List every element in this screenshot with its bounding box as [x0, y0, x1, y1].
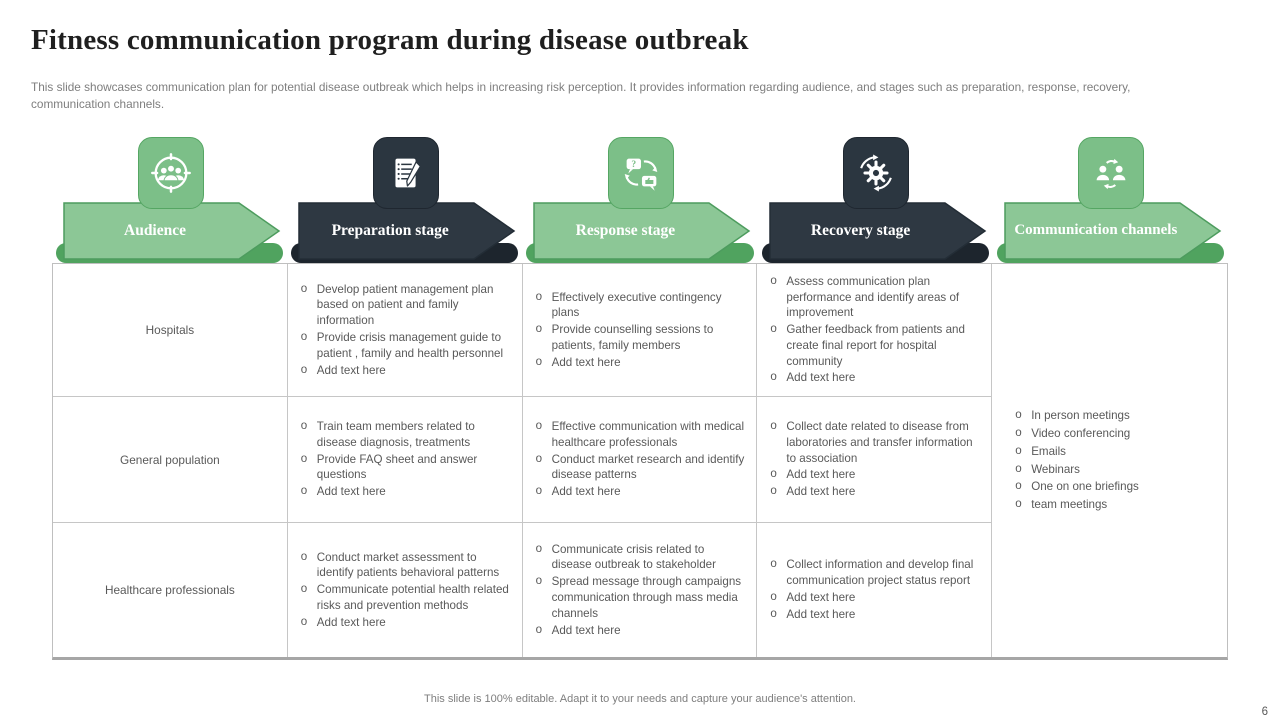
row-label-hospitals: Hospitals: [53, 264, 288, 397]
cell-professionals-recovery: [757, 523, 992, 657]
bullet-item: o Add text here: [296, 615, 512, 631]
recovery-arrow: [769, 202, 987, 260]
channels-list: [992, 402, 1227, 519]
bullet-list: [288, 277, 522, 384]
bullet-item: o Train team members related to disease diagnosis, treatments: [296, 419, 512, 451]
bullet-item: o Provide counselling sessions to patients, family members: [531, 322, 747, 354]
bullet-item: o Emails: [1010, 444, 1217, 460]
bullet-list: [288, 545, 522, 636]
column-label: Communication channels: [1014, 222, 1178, 239]
people-sync-icon: [1078, 137, 1144, 209]
bullet-item: o Conduct market assessment to identify patients behavioral patterns: [296, 550, 512, 582]
slide-footer-note: This slide is 100% editable. Adapt it to your needs and capture your audience's attention.: [424, 693, 856, 705]
bullet-item: o Add text here: [296, 363, 512, 379]
slide-description: This slide showcases communication plan for potential disease outbreak which helps in increasing risk perception. It provides information regarding audience, and stages such as preparation, response, recovery, communication channels.: [31, 80, 1131, 112]
bullet-list: [523, 537, 757, 644]
row-label-general-population: General population: [53, 397, 288, 523]
bullet-list: [523, 414, 757, 505]
bullet-item: o Add text here: [765, 607, 981, 623]
checklist-icon: [373, 137, 439, 209]
response-arrow: [533, 202, 751, 260]
bullet-item: o Effectively executive contingency plans: [531, 290, 747, 322]
bullet-list: [757, 269, 991, 391]
bullet-item: o Add text here: [765, 467, 981, 483]
column-label: Preparation stage: [331, 222, 449, 240]
bullet-item: o Add text here: [765, 590, 981, 606]
cell-population-recovery: [757, 397, 992, 523]
cell-population-response: [523, 397, 758, 523]
stage-header-row: [52, 137, 1228, 263]
chat-feedback-icon: [608, 137, 674, 209]
bullet-item: o Communicate crisis related to disease outbreak to stakeholder: [531, 542, 747, 574]
preparation-arrow: [298, 202, 516, 260]
cell-population-preparation: [288, 397, 523, 523]
cell-professionals-response: [523, 523, 758, 657]
bullet-item: o Provide crisis management guide to patient , family and health personnel: [296, 330, 512, 362]
bullet-list: [757, 552, 991, 627]
channels-arrow: [1004, 202, 1222, 260]
bullet-item: o Spread message through campaigns communication through mass media channels: [531, 574, 747, 621]
column-label: Recovery stage: [810, 222, 911, 240]
page-title: Fitness communication program during disease outbreak: [31, 24, 749, 56]
program-table: [52, 263, 1228, 660]
bullet-list: [757, 414, 991, 505]
bullet-item: o Add text here: [531, 484, 747, 500]
row-label-healthcare-professionals: Healthcare professionals: [53, 523, 288, 657]
column-label: Response stage: [575, 222, 676, 240]
cell-hospitals-preparation: [288, 264, 523, 397]
bullet-item: o In person meetings: [1010, 408, 1217, 424]
bullet-item: o Assess communication plan performance and identify areas of improvement: [765, 274, 981, 321]
page-number: 6: [1261, 706, 1268, 718]
bullet-item: o Collect date related to disease from laboratories and transfer information to association: [765, 419, 981, 466]
bullet-item: o Effective communication with medical healthcare professionals: [531, 419, 747, 451]
bullet-item: o One on one briefings: [1010, 479, 1217, 495]
bullet-item: o Communicate potential health related risks and prevention methods: [296, 582, 512, 614]
bullet-item: o Add text here: [531, 623, 747, 639]
bullet-item: o Webinars: [1010, 462, 1217, 478]
bullet-item: o team meetings: [1010, 497, 1217, 513]
bullet-item: o Video conferencing: [1010, 426, 1217, 442]
bullet-item: o Gather feedback from patients and create final report for hospital community: [765, 322, 981, 369]
bullet-list: [288, 414, 522, 505]
header-column-channels: [993, 137, 1228, 263]
bullet-item: o Develop patient management plan based on patient and family information: [296, 282, 512, 329]
bullet-item: o Add text here: [296, 484, 512, 500]
cell-hospitals-recovery: [757, 264, 992, 397]
header-column-audience: [52, 137, 287, 263]
cell-hospitals-response: [523, 264, 758, 397]
svg-text:?: ?: [631, 159, 637, 171]
gear-refresh-icon: [843, 137, 909, 209]
bullet-list: [523, 285, 757, 376]
header-column-preparation: [287, 137, 522, 263]
column-label: Audience: [124, 222, 186, 240]
audience-target-icon: [138, 137, 204, 209]
header-column-response: [522, 137, 757, 263]
cell-professionals-preparation: [288, 523, 523, 657]
bullet-item: o Add text here: [531, 355, 747, 371]
bullet-item: o Collect information and develop final communication project status report: [765, 557, 981, 589]
bullet-item: o Provide FAQ sheet and answer questions: [296, 452, 512, 484]
bullet-item: o Add text here: [765, 370, 981, 386]
bullet-item: o Conduct market research and identify disease patterns: [531, 452, 747, 484]
header-column-recovery: [758, 137, 993, 263]
cell-communication-channels: [992, 264, 1227, 657]
audience-arrow: [63, 202, 281, 260]
bullet-item: o Add text here: [765, 484, 981, 500]
